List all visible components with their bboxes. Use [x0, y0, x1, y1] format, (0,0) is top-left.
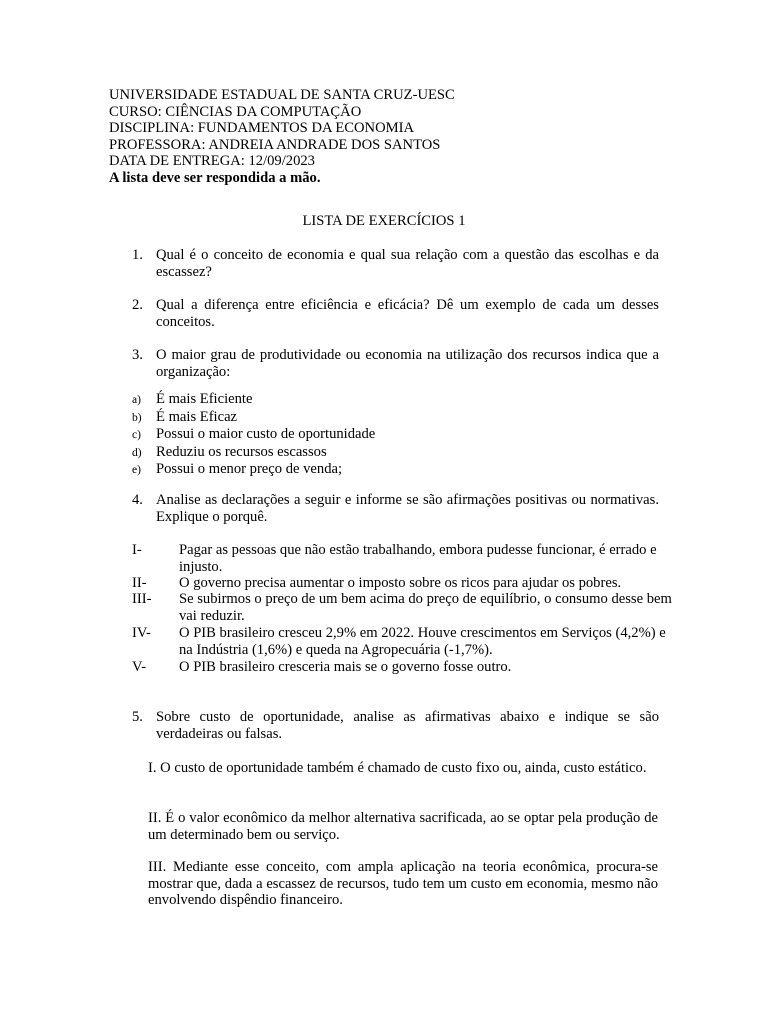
option-text: Possui o menor preço de venda; — [156, 461, 343, 478]
question-4 — [132, 492, 659, 525]
question-number: 1. — [132, 247, 143, 263]
question-text: Analise as declarações a seguir e informe se são afirmações positivas ou normativas. Explique o porquê. — [156, 492, 659, 525]
question-text: Qual a diferença entre eficiência e eficácia? Dê um exemplo de cada um desses conceitos. — [156, 297, 659, 330]
statement-text: Pagar as pessoas que não estão trabalhando, embora pudesse funcionar, é errado e injusto. — [179, 542, 657, 575]
statement-number: I- — [132, 542, 142, 558]
question-2 — [132, 297, 659, 330]
statement-text: O PIB brasileiro cresceria mais se o governo fosse outro. — [179, 659, 512, 675]
question-text: Qual é o conceito de economia e qual sua relação com a questão das escolhas e da escassez? — [156, 247, 659, 280]
option-a — [132, 391, 375, 409]
statement-number: V- — [132, 659, 147, 675]
option-text: Possui o maior custo de oportunidade — [156, 426, 376, 443]
statement-iv — [132, 625, 672, 658]
instruction-line: A lista deve ser respondida a mão. — [109, 169, 321, 186]
option-text: É mais Eficiente — [156, 391, 253, 407]
question-number: 4. — [132, 492, 143, 508]
statement-ii — [132, 575, 672, 592]
option-letter: b) — [132, 411, 142, 424]
option-text: É mais Eficaz — [156, 408, 238, 425]
option-d — [132, 444, 375, 462]
question-number: 2. — [132, 297, 143, 313]
question-1 — [132, 247, 659, 280]
university-line: UNIVERSIDADE ESTADUAL DE SANTA CRUZ-UESC — [109, 87, 455, 103]
question-5 — [132, 709, 659, 742]
option-letter: d) — [132, 446, 142, 459]
affirmative-iii: III. Mediante esse conceito, com ampla aplicação na teoria econômica, procura-se mostrar que, dada a escassez de recursos, tudo tem um custo em economia, mesmo não envolvendo dispêndio financeiro. — [148, 859, 658, 909]
question-3-options — [132, 391, 375, 479]
due-date-line: DATA DE ENTREGA: 12/09/2023 — [109, 153, 315, 170]
statement-text: O governo precisa aumentar o imposto sobre os ricos para ajudar os pobres. — [179, 575, 622, 591]
affirmative-ii: II. É o valor econômico da melhor alternativa sacrificada, ao se optar pela produção de um determinado bem ou serviço. — [148, 810, 658, 843]
statement-text: O PIB brasileiro cresceu 2,9% em 2022. Houve crescimentos em Serviços (4,2%) e na Indústria (1,6%) e queda na Agropecuária (-1,7%). — [179, 625, 666, 658]
question-text: O maior grau de produtividade ou economia na utilização dos recursos indica que a organização: — [156, 347, 659, 380]
option-letter: c) — [132, 429, 141, 442]
option-e — [132, 461, 375, 479]
professor-line: PROFESSORA: ANDREIA ANDRADE DOS SANTOS — [109, 136, 441, 153]
statement-number: III- — [132, 591, 152, 607]
course-line: CURSO: CIÊNCIAS DA COMPUTAÇÃO — [109, 103, 362, 120]
statement-number: IV- — [132, 625, 151, 641]
option-b — [132, 409, 375, 427]
option-letter: e) — [132, 464, 141, 477]
question-number: 3. — [132, 347, 143, 363]
question-text: Sobre custo de oportunidade, analise as afirmativas abaixo e indique se são verdadeiras ou falsas. — [156, 709, 659, 742]
page-title: LISTA DE EXERCÍCIOS 1 — [302, 213, 466, 229]
statement-iii — [132, 591, 672, 624]
affirmative-i: I. O custo de oportunidade também é chamado de custo fixo ou, ainda, custo estático. — [148, 760, 647, 776]
option-c — [132, 426, 375, 444]
document-header — [109, 87, 455, 187]
question-3 — [132, 347, 659, 380]
statement-text: Se subirmos o preço de um bem acima do preço de equilíbrio, o consumo desse bem vai reduzir. — [179, 591, 672, 624]
option-letter: a) — [132, 394, 141, 406]
option-text: Reduziu os recursos escassos — [156, 443, 327, 460]
statement-v — [132, 659, 672, 676]
statement-number: II- — [132, 575, 147, 591]
question-number: 5. — [132, 709, 143, 725]
discipline-line: DISCIPLINA: FUNDAMENTOS DA ECONOMIA — [109, 120, 415, 137]
statement-i — [132, 542, 672, 575]
